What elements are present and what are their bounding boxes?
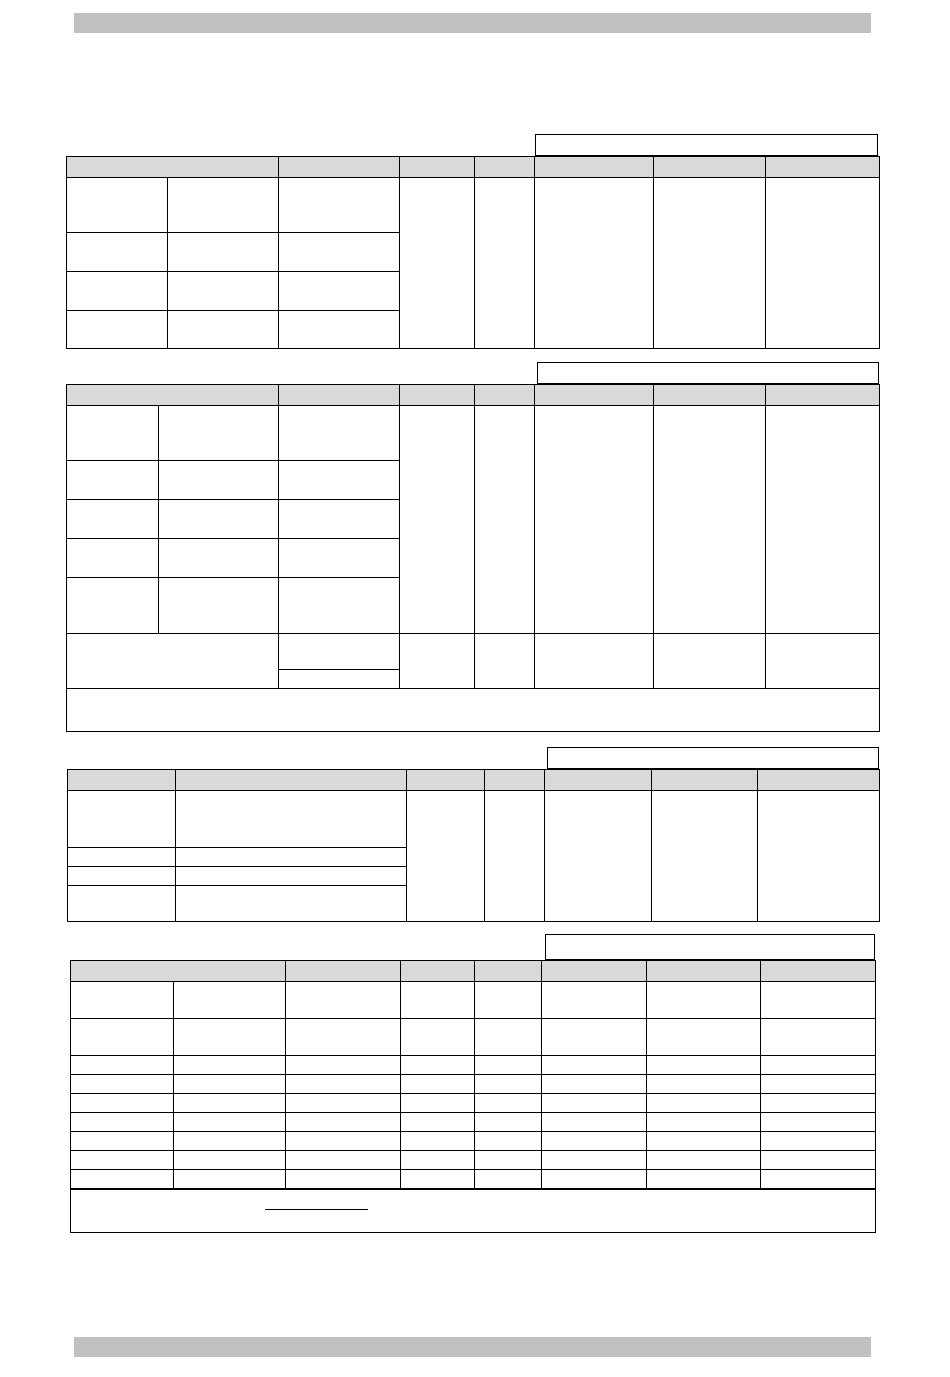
table4 [70, 960, 876, 1233]
table4-cell [475, 1075, 542, 1094]
table1-header-1 [67, 157, 279, 178]
table4-cell [761, 1094, 876, 1113]
table2-cell [159, 406, 279, 461]
table4-cell [174, 1151, 286, 1170]
table4-cell [286, 1056, 401, 1075]
table2-cell [159, 539, 279, 578]
table4-cell [401, 1075, 475, 1094]
table3-cell [545, 791, 652, 922]
table4-cell [761, 1151, 876, 1170]
table2-caption-box [537, 362, 879, 384]
table2-cell [279, 670, 400, 689]
table2-cell [766, 406, 880, 634]
table4-header-7 [761, 961, 876, 982]
table1 [66, 156, 880, 349]
table4-cell [647, 1151, 761, 1170]
table4-cell [401, 1113, 475, 1132]
table1-cell [168, 311, 279, 349]
table1-header-7 [766, 157, 880, 178]
table2-cell [159, 461, 279, 500]
table1-cell [475, 178, 535, 349]
table4-cell [71, 1019, 174, 1056]
table2-cell [535, 406, 654, 634]
table2-cell [67, 539, 159, 578]
table4-cell [71, 982, 174, 1019]
table3-cell [176, 791, 407, 848]
table4-cell [71, 1132, 174, 1151]
table3-cell [407, 791, 485, 922]
table4-header-4 [475, 961, 542, 982]
signature-line [265, 1209, 368, 1210]
table3-cell [485, 791, 545, 922]
table3-caption [548, 748, 878, 752]
table4-cell [647, 1075, 761, 1094]
table3 [67, 769, 880, 922]
table4-cell [286, 982, 401, 1019]
table2-header-7 [766, 385, 880, 406]
table3-caption-box [547, 747, 879, 769]
table4-cell [761, 1113, 876, 1132]
table3-cell [68, 886, 176, 922]
table2-cell [67, 500, 159, 539]
table4-cell [542, 1132, 647, 1151]
table2-cell [400, 406, 475, 634]
table4-cell [542, 1094, 647, 1113]
table4-cell [475, 1056, 542, 1075]
table4-cell [761, 1075, 876, 1094]
table2-cell [67, 406, 159, 461]
table4-cell [542, 1170, 647, 1189]
table3-cell [68, 791, 176, 848]
table1-header-5 [535, 157, 654, 178]
table2-header-4 [475, 385, 535, 406]
table4-cell [71, 1075, 174, 1094]
table4-cell [542, 1151, 647, 1170]
table2-cell [279, 500, 400, 539]
table4-cell [174, 1113, 286, 1132]
table3-cell [68, 867, 176, 886]
table4-cell [401, 1094, 475, 1113]
table4-cell [286, 1019, 401, 1056]
table4-cell [475, 1151, 542, 1170]
table4-cell [286, 1132, 401, 1151]
table4-cell [475, 1132, 542, 1151]
table4-caption-box [545, 934, 875, 960]
table4-cell [647, 1056, 761, 1075]
table4-cell [401, 1132, 475, 1151]
table4-cell [174, 1075, 286, 1094]
table1-header-6 [654, 157, 766, 178]
table1-caption-box [535, 134, 878, 156]
table2-cell [654, 634, 766, 689]
table1-cell [67, 178, 168, 233]
table3-header-6 [652, 770, 758, 791]
table1-cell [67, 233, 168, 272]
table4-cell [71, 1056, 174, 1075]
table2-cell [475, 634, 535, 689]
table2-cell [279, 539, 400, 578]
table2-cell [475, 406, 535, 634]
table1-cell [279, 178, 400, 233]
table4-cell [542, 1113, 647, 1132]
footer-bar [74, 1337, 871, 1357]
table3-header-7 [758, 770, 880, 791]
table2-cell [654, 406, 766, 634]
table1-cell [766, 178, 880, 349]
table4-cell [401, 1170, 475, 1189]
table4-cell [286, 1094, 401, 1113]
table2-cell [159, 578, 279, 634]
table2-caption [538, 363, 878, 367]
table2-header-1 [67, 385, 279, 406]
table4-cell [647, 1019, 761, 1056]
table4-cell [174, 1056, 286, 1075]
table2-cell [279, 461, 400, 500]
table4-cell [761, 1056, 876, 1075]
table2-cell [279, 406, 400, 461]
table2-cell [766, 634, 880, 689]
table4-cell [174, 982, 286, 1019]
table1-cell [654, 178, 766, 349]
table1-header-2 [279, 157, 400, 178]
table4-cell [174, 1170, 286, 1189]
table1-header-3 [400, 157, 475, 178]
table1-cell [168, 178, 279, 233]
table4-cell [286, 1075, 401, 1094]
table2-cell [279, 578, 400, 634]
table3-cell [176, 867, 407, 886]
table4-header-1 [71, 961, 286, 982]
table3-header-2 [176, 770, 407, 791]
table4-cell [475, 1094, 542, 1113]
table1-cell [279, 272, 400, 311]
table4-cell [647, 1132, 761, 1151]
table4-cell [71, 1170, 174, 1189]
table4-cell [647, 1170, 761, 1189]
table4-note [71, 1189, 876, 1233]
table3-header-4 [485, 770, 545, 791]
table4-cell [542, 1019, 647, 1056]
table4-cell [286, 1170, 401, 1189]
table4-cell [647, 1094, 761, 1113]
table4-cell [761, 1019, 876, 1056]
table4-cell [761, 1170, 876, 1189]
table2-header-3 [400, 385, 475, 406]
table4-cell [475, 982, 542, 1019]
table2-cell [535, 634, 654, 689]
table2-cell [67, 578, 159, 634]
table1-cell [279, 233, 400, 272]
table1-cell [535, 178, 654, 349]
table1-cell [168, 272, 279, 311]
table2-header-5 [535, 385, 654, 406]
table4-cell [401, 1019, 475, 1056]
table4-cell [286, 1113, 401, 1132]
table3-cell [652, 791, 758, 922]
table4-cell [286, 1151, 401, 1170]
table4-cell [475, 1170, 542, 1189]
table2-cell [67, 461, 159, 500]
table2-header-2 [279, 385, 400, 406]
table3-header-3 [407, 770, 485, 791]
table4-cell [401, 1056, 475, 1075]
table4-header-5 [542, 961, 647, 982]
table4-cell [647, 1113, 761, 1132]
table3-cell [176, 886, 407, 922]
table4-cell [542, 982, 647, 1019]
table1-caption [536, 135, 877, 139]
table1-cell [168, 233, 279, 272]
table4-cell [542, 1075, 647, 1094]
table3-header-1 [68, 770, 176, 791]
table4-caption [546, 935, 874, 939]
table1-header-4 [475, 157, 535, 178]
table2-note [67, 689, 880, 732]
table2 [66, 384, 880, 732]
table4-cell [761, 1132, 876, 1151]
table4-header-6 [647, 961, 761, 982]
table3-cell [758, 791, 880, 922]
table1-cell [67, 272, 168, 311]
table4-cell [401, 1151, 475, 1170]
table4-cell [71, 1094, 174, 1113]
table4-cell [71, 1151, 174, 1170]
table3-cell [68, 848, 176, 867]
table1-cell [67, 311, 168, 349]
header-bar [74, 13, 871, 33]
table2-cell [400, 634, 475, 689]
table4-cell [174, 1094, 286, 1113]
table4-header-2 [286, 961, 401, 982]
table4-cell [475, 1113, 542, 1132]
table2-header-6 [654, 385, 766, 406]
table2-cell [67, 634, 279, 689]
table4-cell [174, 1132, 286, 1151]
table3-header-5 [545, 770, 652, 791]
table1-cell [400, 178, 475, 349]
table4-cell [475, 1019, 542, 1056]
table4-cell [761, 982, 876, 1019]
table4-cell [174, 1019, 286, 1056]
table4-cell [71, 1113, 174, 1132]
table4-header-3 [401, 961, 475, 982]
table4-cell [542, 1056, 647, 1075]
table2-cell [159, 500, 279, 539]
table2-cell [279, 634, 400, 670]
table3-cell [176, 848, 407, 867]
table4-cell [647, 982, 761, 1019]
table1-cell [279, 311, 400, 349]
table4-cell [401, 982, 475, 1019]
